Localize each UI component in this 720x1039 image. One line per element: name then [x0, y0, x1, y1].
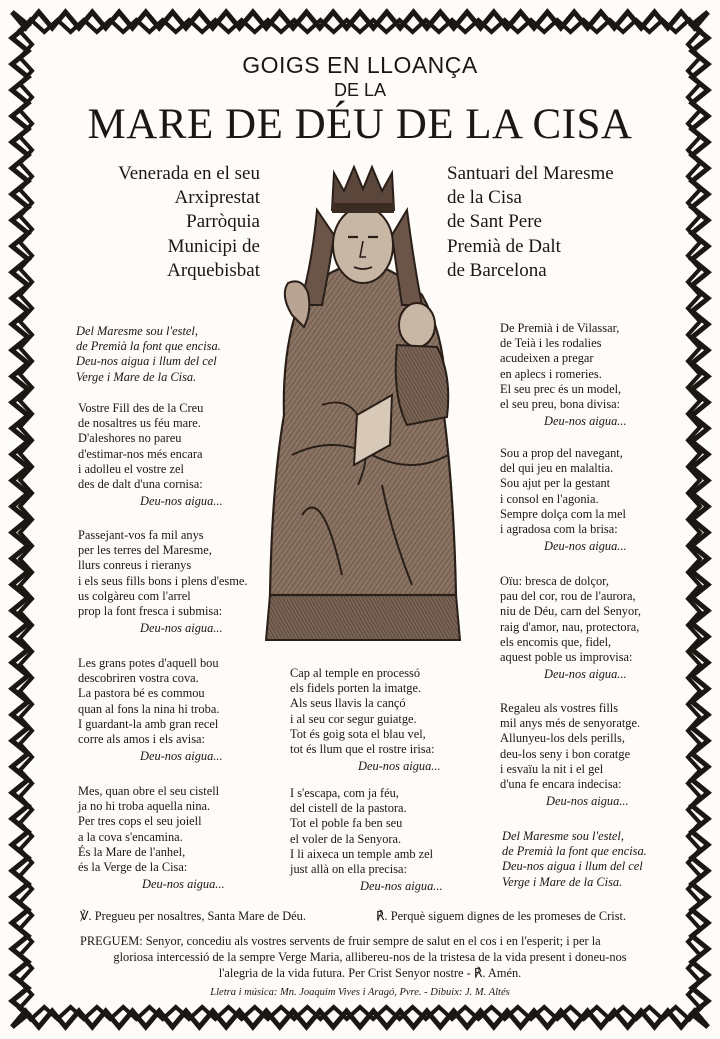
veneration-right-line: de Sant Pere: [447, 211, 542, 233]
prayer-text-1: Senyor, concediu als vostres servents de fruir sempre de salut en el cos i en l'esperit; i per la: [145, 934, 601, 948]
stanza-line: Regaleu als vostres fills: [500, 701, 619, 715]
stanza-line: és la Verge de la Cisa:: [78, 860, 188, 875]
stanza-line: Sou ajut per la gestant: [500, 476, 611, 491]
response: [376, 908, 626, 924]
credits: Lletra i música: Mn. Joaquim Vives i Aragó, Pvre. - Dibuix: J. M. Altés: [210, 987, 510, 998]
stanza-line: pau del cor, rou de l'aurora,: [500, 589, 636, 604]
border-zigzag: [18, 1007, 702, 1019]
refrain: Deu-nos aigua...: [546, 794, 629, 809]
stanza-line: Allunyeu-los dels perills,: [500, 731, 625, 746]
stanza-line: des de dalt d'una cornisa:: [78, 477, 203, 492]
veneration-left: [70, 162, 260, 283]
stanza-line: tot és llum que el rostre irisa:: [290, 742, 435, 757]
veneration-right: [447, 162, 687, 283]
stanza-line: Vostre Fill des de la Creu: [78, 401, 204, 415]
stanza-line: La pastora bé es commou: [78, 686, 205, 701]
refrain: Deu-nos aigua...: [358, 759, 441, 774]
prayer-amen: Amén.: [487, 966, 522, 980]
refrain: Deu-nos aigua...: [140, 749, 223, 764]
stanza-line: Per tres cops el seu joiell: [78, 814, 202, 829]
stanza-line: Del Maresme sou l'estel,: [502, 829, 624, 843]
stanza-line: de Teià i les rodalies: [500, 336, 602, 351]
stanza-line: Sou a prop del navegant,: [500, 446, 623, 460]
stanza-line: I s'escapa, com ja féu,: [290, 786, 399, 800]
prayer-response-symbol: ℟.: [473, 966, 486, 980]
refrain: Deu-nos aigua...: [360, 879, 443, 894]
stanza-right-3: [500, 574, 641, 682]
stanza-right-2: [500, 446, 627, 554]
stanza-line: i al seu cor segur guiatge.: [290, 711, 417, 726]
stanza-line: d'estimar-nos més encara: [78, 446, 203, 461]
stanza-line: És la Mare de l'anhel,: [78, 844, 186, 859]
stanza-middle-1: [290, 666, 441, 774]
stanza-line: quan al fons la nina hi troba.: [78, 701, 220, 716]
veneration-left-line: Arquebisbat: [167, 259, 260, 281]
stanza-line: els encomis que, fidel,: [500, 634, 612, 649]
stanza-line: I guardant-la amb gran recel: [78, 716, 219, 731]
stanza-line: raig d'amor, nau, protectora,: [500, 619, 640, 634]
stanza-line: de Premià la font que encisa.: [502, 844, 647, 859]
veneration-right-line: Santuari del Maresme: [447, 163, 614, 184]
stanza-left-1: [76, 324, 221, 385]
refrain: Deu-nos aigua...: [140, 494, 223, 509]
stanza-line: de Premià la font que encisa.: [76, 339, 221, 354]
veneration-right-line: de Barcelona: [447, 259, 547, 281]
veneration-left-line: Parròquia: [186, 211, 260, 233]
title-line-2: DE LA: [333, 80, 387, 100]
versicle-symbol: ℣.: [80, 909, 92, 923]
stanza-line: us colgàreu com l'arrel: [78, 588, 191, 603]
stanza-right-5: [502, 829, 647, 890]
stanza-line: Verge i Mare de la Cisa.: [76, 369, 197, 384]
stanza-line: del qui jeu en malaltia.: [500, 461, 614, 476]
stanza-line: i adolleu el vostre zel: [78, 461, 184, 476]
stanza-line: els fidels porten la imatge.: [290, 681, 422, 696]
stanza-line: aquest poble us improvisa:: [500, 650, 633, 665]
stanza-line: prop la font fresca i submisa:: [78, 604, 223, 619]
stanza-line: acudeixen a pregar: [500, 351, 594, 366]
stanza-middle-2: [290, 786, 443, 894]
stanza-line: just allà on ella precisa:: [290, 862, 407, 877]
stanza-line: De Premià i de Vilassar,: [500, 321, 620, 335]
stanza-line: Cap al temple en processó: [290, 666, 421, 680]
stanza-line: i agradosa com la brisa:: [500, 522, 618, 537]
response-symbol: ℟.: [376, 909, 388, 923]
stanza-line: Deu-nos aigua i llum del cel: [76, 354, 217, 369]
versicle-text: Pregueu per nosaltres, Santa Mare de Déu.: [94, 909, 306, 923]
stanza-line: ja no hi troba aquella nina.: [78, 799, 211, 814]
stanza-line: D'aleshores no pareu: [78, 431, 182, 446]
stanza-line: descobriren vostra cova.: [78, 671, 199, 686]
stanza-line: i esvaïu la nit i el gel: [500, 761, 604, 776]
stanza-line: deu-los seny i bon coratge: [500, 746, 631, 761]
prayer-label: PREGUEM:: [80, 934, 143, 948]
stanza-line: el seu preu, bona divisa:: [500, 397, 621, 412]
stanza-line: Passejant-vos fa mil anys: [78, 528, 204, 542]
stanza-line: Tot el poble fa ben seu: [290, 816, 403, 831]
stanza-line: I li aixeca un temple amb zel: [290, 846, 434, 861]
stanza-line: Mes, quan obre el seu cistell: [78, 784, 220, 798]
stanza-line: de nosaltres us féu mare.: [78, 416, 201, 431]
stanza-left-2: [78, 401, 223, 509]
stanza-line: Les grans potes d'aquell bou: [78, 656, 219, 670]
stanza-left-5: [78, 784, 225, 892]
veneration-left-line: Municipi de: [167, 235, 260, 257]
prayer-line-2: gloriosa intercessió de la sempre Verge Maria, allibereu-nos de la tristesa de la vida present i doneu-nos: [113, 950, 627, 964]
veneration-left-line: Arxiprestat: [174, 187, 260, 209]
refrain: Deu-nos aigua...: [142, 877, 225, 892]
prayer: [80, 933, 660, 981]
stanza-line: el voler de la Senyora.: [290, 831, 402, 846]
response-text: Perquè siguem dignes de les promeses de Crist.: [390, 909, 627, 923]
stanza-line: El seu prec és un model,: [500, 381, 622, 396]
stanza-line: per les terres del Maresme,: [78, 543, 212, 558]
stanza-line: en aplecs i romeries.: [500, 366, 602, 381]
refrain: Deu-nos aigua...: [140, 621, 223, 636]
stanza-line: Del Maresme sou l'estel,: [76, 324, 198, 338]
stanza-line: Tot és goig sota el blau vel,: [290, 726, 426, 741]
veneration-left-line: Venerada en el seu: [118, 163, 260, 184]
main-title: MARE DE DÉU DE LA CISA: [87, 101, 633, 148]
refrain: Deu-nos aigua...: [544, 539, 627, 554]
stanza-line: niu de Déu, carn del Senyor,: [500, 604, 641, 619]
border-zigzag: [18, 20, 702, 32]
virgin-statue-illustration: [262, 155, 464, 655]
stanza-line: d'una fe encara indecisa:: [500, 777, 622, 792]
stanza-right-1: [500, 321, 627, 429]
stanza-right-4: [500, 701, 640, 809]
stanza-line: Deu-nos aigua i llum del cel: [502, 859, 643, 874]
stanza-line: i consol en l'agonia.: [500, 491, 599, 506]
refrain: Deu-nos aigua...: [544, 667, 627, 682]
stanza-line: Sempre dolça com la mel: [500, 506, 626, 521]
prayer-line-3: [80, 965, 660, 981]
stanza-line: Oïu: bresca de dolçor,: [500, 574, 609, 588]
stanza-line: mil anys més de senyoratge.: [500, 716, 641, 731]
prayer-text-3: l'alegria de la vida futura. Per Crist Senyor nostre -: [218, 966, 471, 980]
stanza-left-3: [78, 528, 248, 636]
stanza-line: llurs conreus i rieranys: [78, 558, 192, 573]
stanza-line: i els seus fills bons i plens d'esme.: [78, 573, 248, 588]
versicle: [80, 908, 306, 924]
stanza-line: corre als amos i els avisa:: [78, 732, 205, 747]
stanza-left-4: [78, 656, 223, 764]
stanza-line: a la cova s'encamina.: [78, 829, 183, 844]
veneration-right-line: de la Cisa: [447, 187, 522, 209]
refrain: Deu-nos aigua...: [544, 414, 627, 429]
stanza-line: del cistell de la pastora.: [290, 801, 407, 816]
prayer-line-1: [80, 933, 660, 949]
title-line-1: GOIGS EN LLOANÇA: [242, 52, 478, 78]
stanza-line: Als seus llavis la cançó: [290, 696, 406, 711]
stanza-line: Verge i Mare de la Cisa.: [502, 874, 623, 889]
veneration-right-line: Premià de Dalt: [447, 235, 561, 257]
